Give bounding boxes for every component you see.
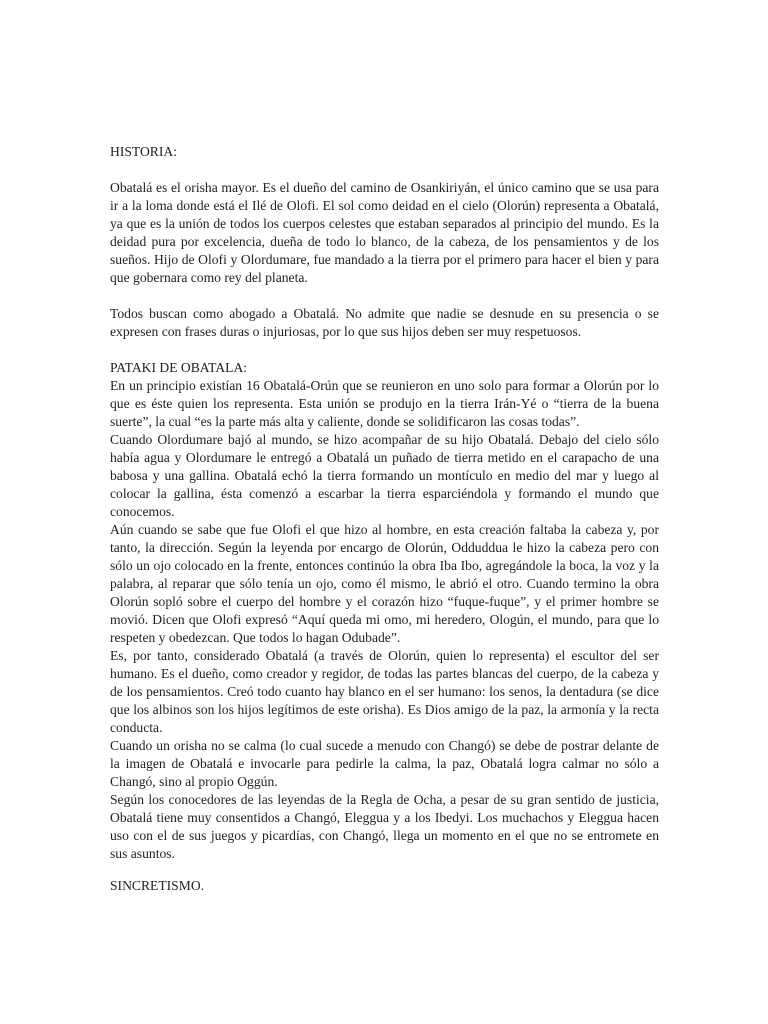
pataki-paragraph-6: Según los conocedores de las leyendas de la Regla de Ocha, a pesar de su gran sentido de justicia, Obatalá tiene muy consentidos a Changó, Eleggua y a los Ibedyi. Los muchachos y Eleggua hacen uso con el de sus juegos y picardías, con Changó, llega un momento en el que no se entromete en sus asuntos. xyxy=(110,792,659,861)
heading-historia: HISTORIA: xyxy=(110,144,177,159)
historia-paragraph-1: Obatalá es el orisha mayor. Es el dueño del camino de Osankiriyán, el único camino que se usa para ir a la loma donde está el Ilé de Olofi. El sol como deidad en el cielo (Olorún) representa a Obatalá, ya que es la unión de todos los cuerpos celestes que estaban separados al principio del mundo. Es la deidad pura por excelencia, dueña de todo lo blanco, de la cabeza, de los pensamientos y de los sueños. Hijo de Olofi y Olordumare, fue mandado a la tierra por el primero para hacer el bien y para que gobernara como rey del planeta. xyxy=(110,180,659,285)
pataki-paragraph-4: Es, por tanto, considerado Obatalá (a través de Olorún, quien lo representa) el escultor del ser humano. Es el dueño, como creador y regidor, de todas las partes blancas del cuerpo, de la cabeza y de los pensamientos. Creó todo cuanto hay blanco en el ser humano: los senos, la dentadura (se dice que los albinos son los hijos legítimos de este orisha). Es Dios amigo de la paz, la armonía y la recta conducta. xyxy=(110,648,659,735)
pataki-paragraph-5: Cuando un orisha no se calma (lo cual sucede a menudo con Changó) se debe de postrar delante de la imagen de Obatalá e invocarle para pedirle la calma, la paz, Obatalá logra calmar no sólo a Changó, sino al propio Oggún. xyxy=(110,738,659,789)
pataki-paragraph-1: En un principio existían 16 Obatalá-Orún que se reunieron en uno solo para formar a Olorún por lo que es éste quien los representa. Esta unión se produjo en la tierra Irán-Yé o “tierra de la buena suerte”, la cual “es la parte más alta y caliente, donde se solidificaron las cosas todas”. xyxy=(110,378,659,429)
heading-pataki: PATAKI DE OBATALA: xyxy=(110,360,248,375)
heading-sincretismo: SINCRETISMO. xyxy=(110,878,205,893)
pataki-paragraph-2: Cuando Olordumare bajó al mundo, se hizo acompañar de su hijo Obatalá. Debajo del cielo sólo había agua y Olordumare le entregó a Obatalá un puñado de tierra metido en el carapacho de una babosa y una gallina. Obatalá echó la tierra formando un montículo en medio del mar y luego al colocar la gallina, ésta comenzó a escarbar la tierra esparciéndola y formando el mundo que conocemos. xyxy=(110,432,659,519)
pataki-paragraph-3: Aún cuando se sabe que fue Olofi el que hizo al hombre, en esta creación faltaba la cabeza y, por tanto, la dirección. Según la leyenda por encargo de Olorún, Odduddua le hizo la cabeza pero con sólo un ojo colocado en la frente, entonces continúo la obra Iba Ibo, agregándole la boca, la voz y la palabra, al reparar que sólo tenía un ojo, como él mismo, le abrió el otro. Cuando termino la obra Olorún sopló sobre el cuerpo del hombre y el corazón hizo “fuque-fuque”, y el primer hombre se movió. Dicen que Olofi expresó “Aquí queda mi omo, mi heredero, Ologún, el mundo, para que lo respeten y obedezcan. Que todos lo hagan Odubade”. xyxy=(110,522,659,645)
document-page xyxy=(110,143,659,895)
historia-paragraph-2: Todos buscan como abogado a Obatalá. No admite que nadie se desnude en su presencia o se expresen con frases duras o injuriosas, por lo que sus hijos deben ser muy respetuosos. xyxy=(110,306,659,339)
